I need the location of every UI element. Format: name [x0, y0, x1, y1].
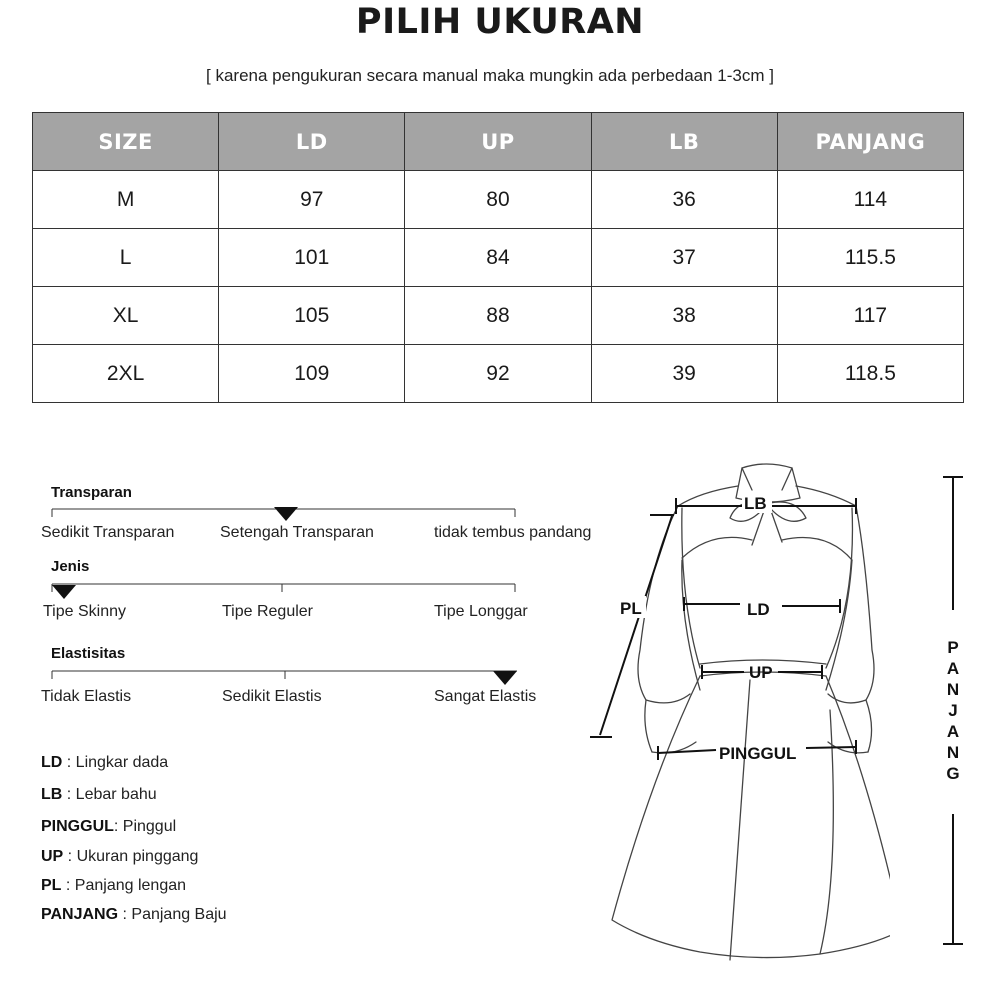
up-cell: 80	[405, 171, 591, 229]
pl-label: PL	[620, 599, 642, 618]
scale-label: Sedikit Elastis	[222, 688, 322, 705]
lb-cell: 38	[591, 287, 777, 345]
panjang-cell: 118.5	[777, 345, 963, 403]
ld-cell: 97	[219, 171, 405, 229]
size-cell: 2XL	[33, 345, 219, 403]
lb-cell: 36	[591, 171, 777, 229]
scale-title: Transparan	[51, 484, 132, 501]
scale-label: Sangat Elastis	[434, 688, 537, 705]
scale-label: Tidak Elastis	[41, 688, 132, 705]
scale-marker-icon	[493, 671, 517, 685]
legend-item: LD : Lingkar dada	[41, 754, 169, 771]
lb-cell: 39	[591, 345, 777, 403]
panjang-letter: A	[946, 722, 960, 741]
panjang-letter: G	[946, 764, 960, 783]
scale-label: tidak tembus pandang	[434, 524, 592, 541]
size-cell: L	[33, 229, 219, 287]
panjang-letter: A	[946, 659, 960, 678]
up-label: UP	[749, 663, 773, 682]
ld-cell: 105	[219, 287, 405, 345]
scale-label: Tipe Skinny	[43, 603, 126, 620]
scale-label: Tipe Reguler	[222, 603, 314, 620]
legend-item: PL : Panjang lengan	[41, 877, 187, 894]
dress-diagram	[580, 455, 890, 995]
scale-label: Sedikit Transparan	[41, 524, 175, 541]
header-size: SIZE	[33, 113, 219, 171]
legend-item: LB : Lebar bahu	[41, 786, 157, 803]
header-ld: LD	[219, 113, 405, 171]
panjang-cell: 114	[777, 171, 963, 229]
scale-label: Setengah Transparan	[220, 524, 374, 541]
ld-cell: 101	[219, 229, 405, 287]
panjang-letter: J	[948, 701, 958, 720]
ld-cell: 109	[219, 345, 405, 403]
panjang-cell: 115.5	[777, 229, 963, 287]
header-up: UP	[405, 113, 591, 171]
up-cell: 92	[405, 345, 591, 403]
scale-title: Elastisitas	[51, 645, 126, 662]
panjang-letter: N	[946, 680, 960, 699]
measurement-note: [ karena pengukuran secara manual maka mungkin ada perbedaan 1-3cm ]	[206, 66, 774, 85]
panjang-letter: P	[947, 638, 959, 657]
panjang-letter: N	[946, 743, 960, 762]
lb-cell: 37	[591, 229, 777, 287]
lb-label: LB	[744, 494, 767, 513]
ld-label: LD	[747, 600, 770, 619]
page-title: PILIH UKURAN	[355, 2, 645, 42]
up-cell: 88	[405, 287, 591, 345]
legend-item: UP : Ukuran pinggang	[41, 848, 199, 865]
size-cell: M	[33, 171, 219, 229]
pinggul-label: PINGGUL	[719, 744, 797, 763]
scale-title: Jenis	[51, 558, 90, 575]
up-cell: 84	[405, 229, 591, 287]
header-lb: LB	[591, 113, 777, 171]
panjang-cell: 117	[777, 287, 963, 345]
header-panjang: PANJANG	[777, 113, 963, 171]
legend-item: PANJANG : Panjang Baju	[41, 906, 227, 923]
size-cell: XL	[33, 287, 219, 345]
legend-item: PINGGUL: Pinggul	[41, 818, 177, 835]
scale-label: Tipe Longgar	[434, 603, 528, 620]
dress-outline-icon	[612, 464, 890, 960]
